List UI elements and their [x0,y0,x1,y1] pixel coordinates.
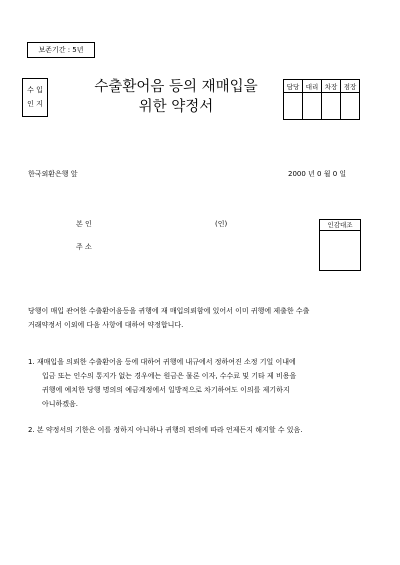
intro-paragraph-line2: 거래약정서 이외에 다음 사항에 대하여 약정합니다. [28,321,184,329]
approval-header-staff: 담당 [284,80,303,93]
clause-1-line4: 아니하겠음. [42,400,79,408]
approval-sign-cell [322,93,341,120]
intro-paragraph-line1: 당행이 매입 관여한 수출환어음등을 귀행에 재 매입의뢰함에 있어서 이미 귀행에 제출한 수출 [28,307,310,315]
seal-mark: (인) [215,220,228,228]
stamp-label-line1: 수 입 [27,86,43,94]
stamp-label-line2: 인 지 [27,100,43,108]
seal-verification-box [319,219,361,271]
approval-table [283,79,360,120]
seal-verification-label: 인감대조 [320,221,360,231]
document-title-line1: 수출환어음 등의 재매입을 [94,79,258,95]
approval-sign-cell [303,93,322,120]
signer-name-label: 본 인 [76,220,92,228]
date-line: 2000 년 0 월 0 일 [288,170,347,178]
clause-1-line3: 귀행에 예치한 당행 명의의 예금계정에서 일방적으로 차기하여도 이의를 제기하지 [42,386,290,394]
retention-period-box: 보존기간 : 5년 [27,42,95,58]
clause-1-line1: 1. 재매입을 의뢰한 수출환어음 등에 대하여 귀행에 내규에서 정하여진 소정 기일 이내에 [28,358,296,366]
document-title-line2: 위한 약정서 [138,99,214,115]
approval-sign-cell [341,93,360,120]
revenue-stamp-box [22,78,48,117]
approval-header-deputy: 차장 [322,80,341,93]
approval-header-assistant-manager: 대리 [303,80,322,93]
approval-header-branch-manager: 점장 [341,80,360,93]
approval-sign-cell [284,93,303,120]
signer-address-label: 주 소 [76,243,92,251]
clause-1-line2: 입금 또는 인수의 통지가 없는 경우에는 원금은 물론 이자, 수수료 및 기타 제 비용을 [42,372,297,380]
addressee: 한국외환은행 앞 [28,170,78,178]
clause-2-line1: 2. 본 약정서의 기한은 이를 정하지 아니하나 귀행의 편의에 따라 언제든지 해지할 수 있음. [28,426,303,434]
